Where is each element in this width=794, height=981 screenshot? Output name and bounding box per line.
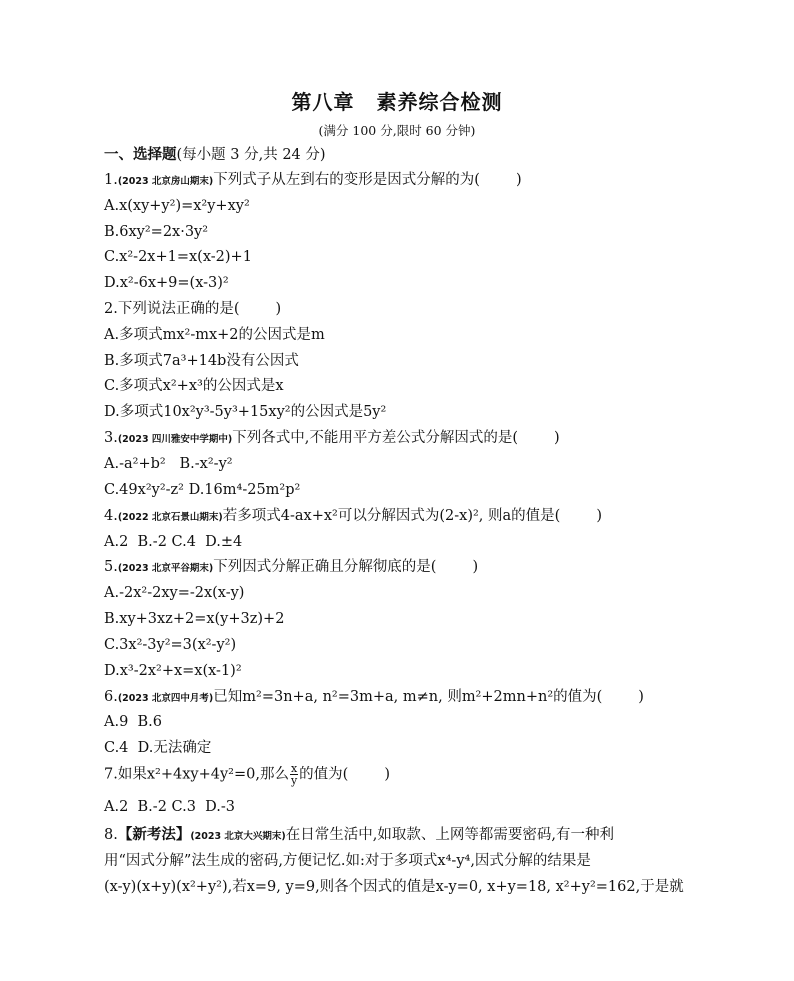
question-stem: 下列因式分解正确且分解彻底的是( <box>213 559 437 575</box>
question-4 <box>104 506 602 528</box>
section-name: 一、选择题 <box>104 147 177 163</box>
chapter-title <box>0 86 794 115</box>
option-b: B.xy+3xz+2=x(y+3z)+2 <box>104 611 285 627</box>
option-a: A.多项式mx²-mx+2的公因式是m <box>104 327 325 343</box>
chapter-name: 素养综合检测 <box>376 90 503 114</box>
options-cd: C.49x²y²-z² D.16m⁴-25m²p² <box>104 482 301 498</box>
chapter-number: 第八章 <box>291 90 355 114</box>
question-source: (2023 北京四中月考) <box>117 693 214 704</box>
question-stem-end: 的值为( <box>299 766 349 783</box>
question-source: (2023 北京大兴期末) <box>190 831 286 842</box>
question-1 <box>104 170 522 192</box>
option-d: D.x³-2x²+x=x(x-1)² <box>104 663 242 679</box>
question-number: 8. <box>104 827 118 843</box>
question-8-line-2: 用“因式分解”法生成的密码,方便记忆.如:对于多项式x⁴-y⁴,因式分解的结果是 <box>104 853 591 869</box>
question-stem: 在日常生活中,如取款、上网等都需要密码,有一种利 <box>285 827 614 843</box>
answer-paren-close: ) <box>515 172 522 188</box>
question-stem: 下列各式中,不能用平方差公式分解因式的是( <box>232 430 519 446</box>
question-stem: 下列式子从左到右的变形是因式分解的为( <box>213 172 480 188</box>
question-source: (2023 四川雅安中学期中) <box>117 434 233 445</box>
question-8-line-3: (x-y)(x+y)(x²+y²),若x=9, y=9,则各个因式的值是x-y=0, x+y=18, x²+y²=162,于是就 <box>104 879 684 895</box>
question-7 <box>104 763 390 786</box>
question-number: 6. <box>104 689 118 705</box>
answer-paren-close: ) <box>472 559 479 575</box>
exam-info: (满分 100 分,限时 60 分钟) <box>318 123 476 138</box>
options: A.2 B.-2 C.4 D.±4 <box>104 534 243 550</box>
question-stem: 若多项式4-ax+x²可以分解因式为(2-x)², 则a的值是( <box>222 508 561 524</box>
answer-paren-close: ) <box>554 430 560 446</box>
section-note: (每小题 3 分,共 24 分) <box>176 147 326 163</box>
options-ab: A.-a²+b² B.-x²-y² <box>104 456 233 472</box>
option-c: C.x²-2x+1=x(x-2)+1 <box>104 249 252 265</box>
option-d: D.多项式10x²y³-5y³+15xy²的公因式是5y² <box>104 404 387 420</box>
question-stem: 下列说法正确的是( <box>117 301 240 317</box>
question-number: 1. <box>104 172 118 188</box>
option-a: A.-2x²-2xy=-2x(x-y) <box>104 585 245 601</box>
answer-paren-close: ) <box>596 508 602 524</box>
question-number: 5. <box>104 559 118 575</box>
question-number: 4. <box>104 508 118 524</box>
question-6 <box>104 687 644 709</box>
options-cd: C.4 D.无法确定 <box>104 740 212 756</box>
question-number: 3. <box>104 430 118 446</box>
answer-paren-close: ) <box>384 766 391 783</box>
options-ab: A.9 B.6 <box>104 714 163 730</box>
question-source: (2023 北京平谷期末) <box>117 563 214 574</box>
question-2 <box>104 299 281 319</box>
new-method-tag: 【新考法】 <box>117 827 191 843</box>
question-source: (2023 北京房山期末) <box>117 176 214 187</box>
option-c: C.3x²-3y²=3(x²-y²) <box>104 637 237 653</box>
options: A.2 B.-2 C.3 D.-3 <box>104 799 235 815</box>
fraction-denominator: y <box>290 774 298 787</box>
question-stem: 已知m²=3n+a, n²=3m+a, m≠n, 则m²+2mn+n²的值为( <box>213 689 603 705</box>
question-stem: 如果x²+4xy+4y²=0,那么 <box>117 766 289 783</box>
question-5 <box>104 557 478 579</box>
option-b: B.多项式7a³+14b没有公因式 <box>104 353 299 369</box>
option-c: C.多项式x²+x³的公因式是x <box>104 378 284 394</box>
answer-paren-close: ) <box>638 689 644 705</box>
question-source: (2022 北京石景山期末) <box>117 512 223 523</box>
section-heading <box>104 143 326 164</box>
question-number: 2. <box>104 301 118 317</box>
option-a: A.x(xy+y²)=x²y+xy² <box>104 198 250 214</box>
option-d: D.x²-6x+9=(x-3)² <box>104 275 229 291</box>
question-8 <box>104 825 614 847</box>
fraction-numerator: x <box>290 762 298 775</box>
fraction-x-over-y <box>290 763 298 786</box>
answer-paren-close: ) <box>275 301 282 317</box>
option-b: B.6xy²=2x·3y² <box>104 224 209 240</box>
question-number: 7. <box>104 766 118 783</box>
question-3 <box>104 428 560 450</box>
